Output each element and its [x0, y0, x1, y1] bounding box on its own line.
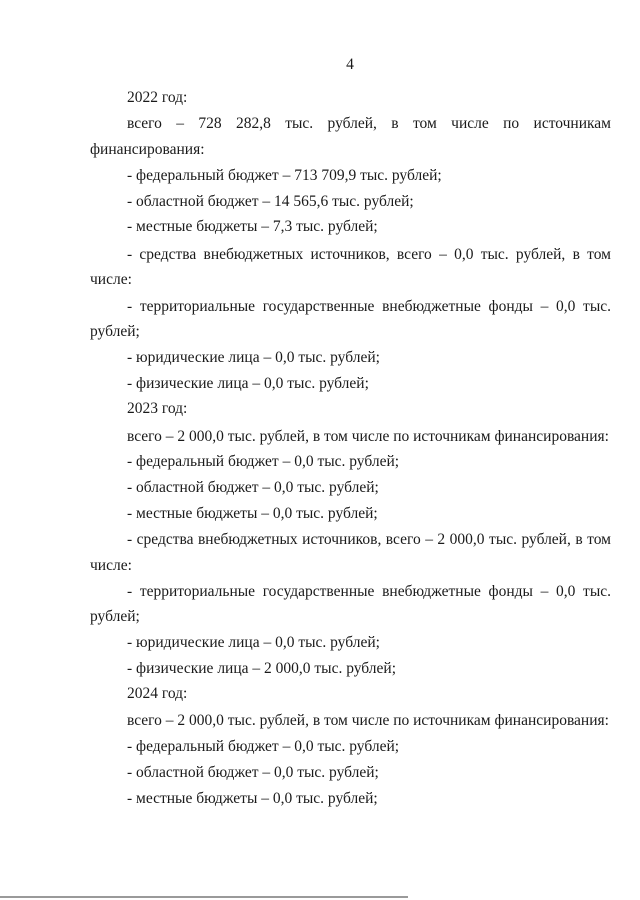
legal-entities-2022: - юридические лица – 0,0 тыс. рублей;	[127, 349, 380, 366]
regional-budget-2024: - областной бюджет – 0,0 тыс. рублей;	[127, 764, 379, 781]
territorial-funds-2022: - территориальные государственные внебюджетные фонды – 0,0 тыс.	[127, 298, 611, 315]
extrabudgetary-2023: - средства внебюджетных источников, всего – 2 000,0 тыс. рублей, в том	[127, 531, 611, 548]
federal-budget-2023: - федеральный бюджет – 0,0 тыс. рублей;	[127, 453, 400, 470]
total-2023-line: всего – 2 000,0 тыс. рублей, в том числе по источникам финансирования:	[127, 428, 609, 445]
federal-budget-2022: - федеральный бюджет – 713 709,9 тыс. рублей;	[127, 167, 442, 184]
individuals-2023: - физические лица – 2 000,0 тыс. рублей;	[127, 660, 397, 677]
territorial-funds-2023-continuation: рублей;	[90, 608, 140, 625]
total-2024-line: всего – 2 000,0 тыс. рублей, в том числе по источникам финансирования:	[127, 712, 609, 729]
total-2022-line: всего – 728 282,8 тыс. рублей, в том числе по источникам	[127, 115, 611, 132]
year-heading-2024: 2024 год:	[127, 685, 188, 702]
total-2022-continuation: финансирования:	[90, 141, 205, 158]
local-budgets-2024: - местные бюджеты – 0,0 тыс. рублей;	[127, 790, 378, 807]
territorial-funds-2023: - территориальные государственные внебюджетные фонды – 0,0 тыс.	[127, 583, 611, 600]
page-number: 4	[346, 56, 354, 73]
individuals-2022: - физические лица – 0,0 тыс. рублей;	[127, 375, 369, 392]
federal-budget-2024: - федеральный бюджет – 0,0 тыс. рублей;	[127, 738, 400, 755]
extrabudgetary-2022: - средства внебюджетных источников, всего – 0,0 тыс. рублей, в том	[127, 246, 611, 263]
local-budgets-2022: - местные бюджеты – 7,3 тыс. рублей;	[127, 218, 378, 235]
legal-entities-2023: - юридические лица – 0,0 тыс. рублей;	[127, 634, 380, 651]
territorial-funds-2022-continuation: рублей;	[90, 323, 140, 340]
scan-edge-divider	[0, 896, 408, 898]
regional-budget-2022: - областной бюджет – 14 565,6 тыс. рублей;	[127, 193, 414, 210]
year-heading-2023: 2023 год:	[127, 400, 188, 417]
local-budgets-2023: - местные бюджеты – 0,0 тыс. рублей;	[127, 505, 378, 522]
extrabudgetary-2023-continuation: числе:	[90, 557, 132, 574]
regional-budget-2023: - областной бюджет – 0,0 тыс. рублей;	[127, 479, 379, 496]
year-heading-2022: 2022 год:	[127, 89, 188, 106]
extrabudgetary-2022-continuation: числе:	[90, 271, 132, 288]
